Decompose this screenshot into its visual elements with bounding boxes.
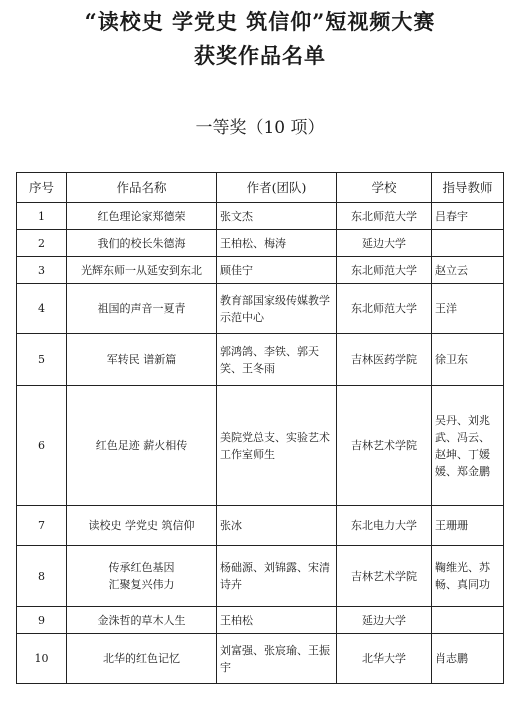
table-row xyxy=(17,284,504,334)
table-row xyxy=(17,506,504,546)
cell-seq: 2 xyxy=(17,230,67,257)
cell-work: 光辉东师一从延安到东北 xyxy=(67,257,217,284)
cell-work: 金洙哲的草木人生 xyxy=(67,607,217,634)
cell-work: 红色足迹 薪火相传 xyxy=(67,386,217,506)
cell-teacher: 王珊珊 xyxy=(432,506,504,546)
cell-author: 教育部国家级传媒教学示范中心 xyxy=(217,284,337,334)
cell-author: 顾佳宁 xyxy=(217,257,337,284)
work-line-1: 传承红色基因 xyxy=(108,561,175,574)
cell-seq: 4 xyxy=(17,284,67,334)
cell-teacher: 吕春宇 xyxy=(432,203,504,230)
cell-teacher xyxy=(432,230,504,257)
document-subtitle: 获奖作品名单 xyxy=(194,43,326,68)
cell-seq: 1 xyxy=(17,203,67,230)
section-title: 一等奖（10 项） xyxy=(195,118,325,138)
table-row xyxy=(17,257,504,284)
work-line-2: 汇聚复兴伟力 xyxy=(108,578,175,591)
cell-work: 红色理论家郑德荣 xyxy=(67,203,217,230)
cell-author: 王柏松、梅涛 xyxy=(217,230,337,257)
cell-seq: 7 xyxy=(17,506,67,546)
cell-author: 郭鸿鸽、李铁、郭天笑、王冬雨 xyxy=(217,334,337,386)
table-row xyxy=(17,334,504,386)
header-work: 作品名称 xyxy=(67,173,217,203)
header-seq: 序号 xyxy=(17,173,67,203)
cell-seq: 5 xyxy=(17,334,67,386)
table-row xyxy=(17,230,504,257)
cell-author: 杨础源、刘锦露、宋清诗卉 xyxy=(217,546,337,607)
cell-school: 吉林医药学院 xyxy=(337,334,432,386)
cell-teacher: 鞠维光、苏畅、真同功 xyxy=(432,546,504,607)
cell-school: 东北师范大学 xyxy=(337,284,432,334)
table-row xyxy=(17,203,504,230)
cell-author: 王柏松 xyxy=(217,607,337,634)
cell-school: 东北师范大学 xyxy=(337,257,432,284)
cell-seq: 10 xyxy=(17,634,67,684)
table-header-row xyxy=(17,173,504,203)
header-teacher: 指导教师 xyxy=(432,173,504,203)
header-author: 作者(团队) xyxy=(217,173,337,203)
awards-table xyxy=(16,172,504,684)
document-title: “读校史 学党史 筑信仰”短视频大赛 xyxy=(84,9,436,34)
table-row xyxy=(17,546,504,607)
cell-author: 美院党总支、实验艺术工作室师生 xyxy=(217,386,337,506)
cell-seq: 3 xyxy=(17,257,67,284)
cell-work: 军转民 谱新篇 xyxy=(67,334,217,386)
table-row xyxy=(17,386,504,506)
header-school: 学校 xyxy=(337,173,432,203)
cell-teacher: 肖志鹏 xyxy=(432,634,504,684)
cell-author: 张冰 xyxy=(217,506,337,546)
cell-school: 北华大学 xyxy=(337,634,432,684)
cell-work: 北华的红色记忆 xyxy=(67,634,217,684)
cell-school: 延边大学 xyxy=(337,607,432,634)
cell-seq: 9 xyxy=(17,607,67,634)
cell-school: 延边大学 xyxy=(337,230,432,257)
cell-seq: 8 xyxy=(17,546,67,607)
cell-author: 张文杰 xyxy=(217,203,337,230)
cell-teacher: 徐卫东 xyxy=(432,334,504,386)
cell-teacher: 赵立云 xyxy=(432,257,504,284)
cell-work: 我们的校长朱德海 xyxy=(67,230,217,257)
cell-teacher: 吴丹、刘兆武、冯云、赵坤、丁媛媛、郑金鹏 xyxy=(432,386,504,506)
cell-school: 东北师范大学 xyxy=(337,203,432,230)
cell-school: 东北电力大学 xyxy=(337,506,432,546)
cell-teacher: 王洋 xyxy=(432,284,504,334)
cell-teacher xyxy=(432,607,504,634)
table-row xyxy=(17,634,504,684)
cell-work: 读校史 学党史 筑信仰 xyxy=(67,506,217,546)
cell-seq: 6 xyxy=(17,386,67,506)
table-row xyxy=(17,607,504,634)
cell-school: 吉林艺术学院 xyxy=(337,546,432,607)
cell-author: 刘富强、张宸瑜、王振宇 xyxy=(217,634,337,684)
cell-school: 吉林艺术学院 xyxy=(337,386,432,506)
cell-work: 祖国的声音一夏青 xyxy=(67,284,217,334)
cell-work xyxy=(67,546,217,607)
